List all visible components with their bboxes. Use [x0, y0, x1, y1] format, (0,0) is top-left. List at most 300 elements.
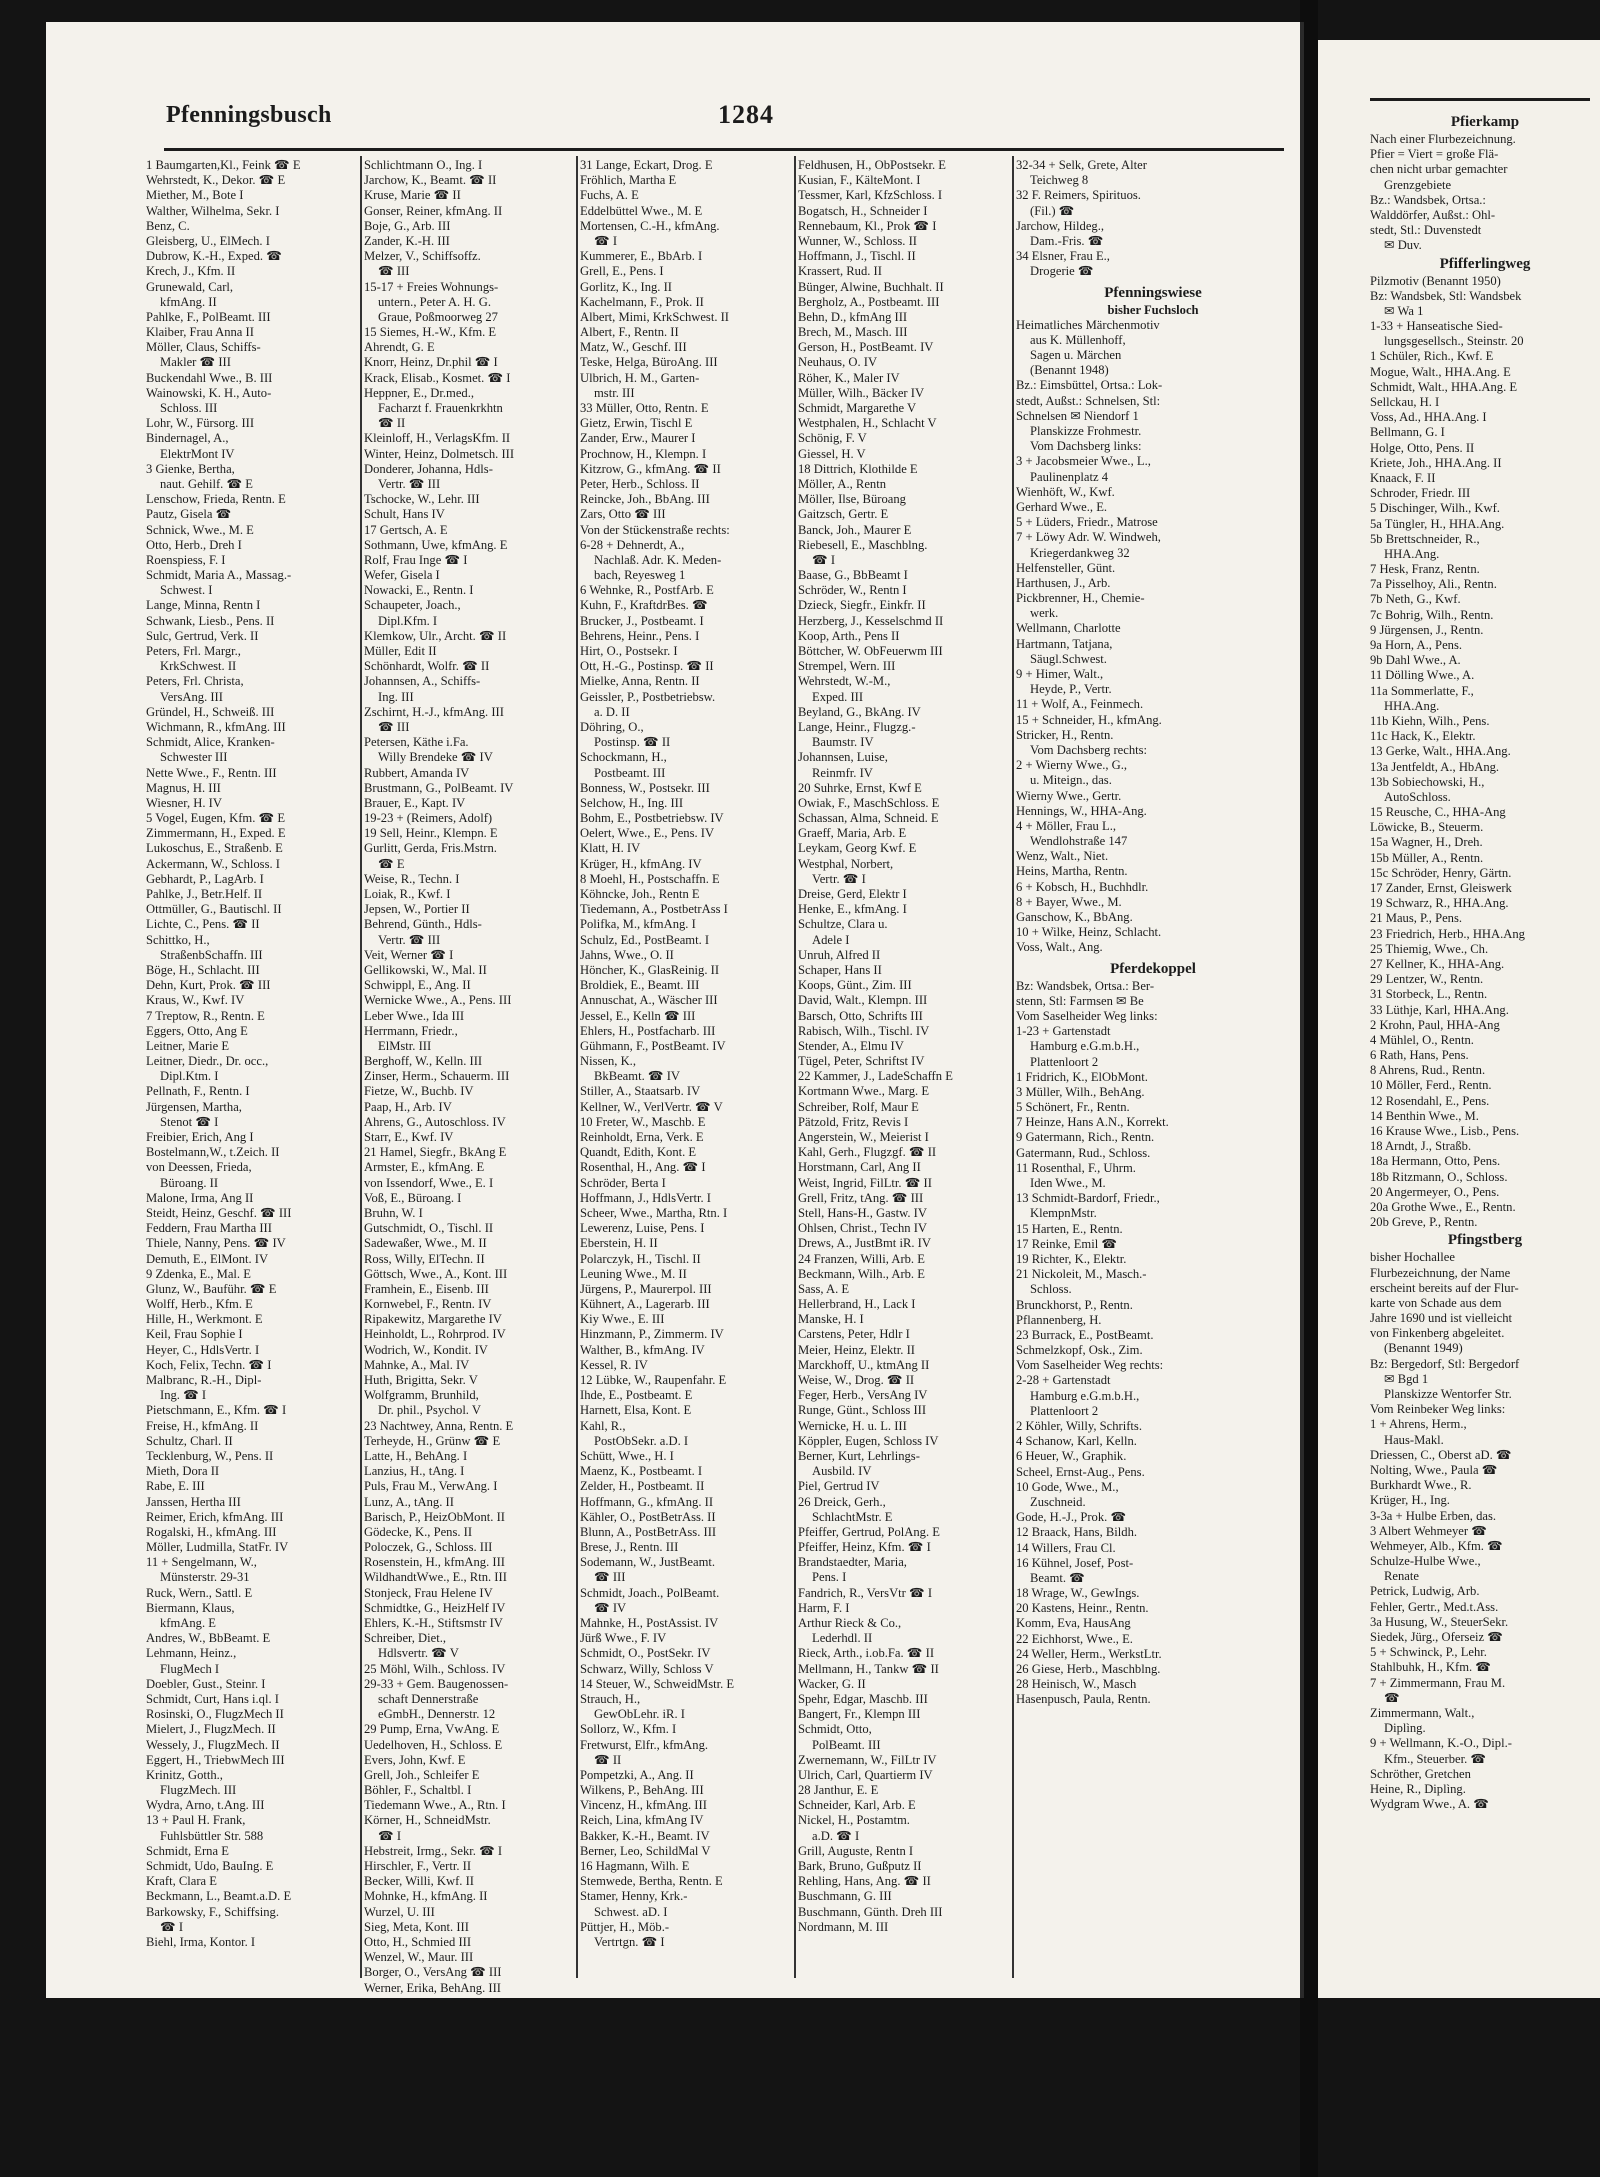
- directory-entry: Sieg, Meta, Kont. III: [364, 1919, 469, 1934]
- directory-entry: Pfeiffer, Heinz, Kfm. ☎ I: [798, 1540, 931, 1555]
- directory-entry: 19 Richter, K., Elektr.: [1016, 1251, 1127, 1266]
- entry-continuation: (Fil.) ☎: [1030, 203, 1075, 218]
- entry-continuation: Vertr. ☎ III: [378, 476, 441, 491]
- directory-entry: Beyland, G., BkAng. IV: [798, 704, 921, 719]
- directory-entry: Schultze, Clara u.: [798, 917, 888, 932]
- directory-entry: 17 Zander, Ernst, Gleiswerk: [1370, 881, 1512, 895]
- directory-entry: 15 Harten, E., Rentn.: [1016, 1221, 1123, 1236]
- entry-continuation: BkBeamt. ☎ IV: [594, 1069, 680, 1084]
- directory-entry: Tügel, Peter, Schriftst IV: [798, 1054, 925, 1069]
- directory-entry: Heppner, E., Dr.med.,: [364, 385, 475, 400]
- directory-entry: Hoffmann, G., kfmAng. II: [580, 1494, 714, 1509]
- directory-entry: Schmidt, Alice, Kranken-: [146, 735, 275, 750]
- entry-continuation: naut. Gehilf. ☎ E: [160, 476, 253, 491]
- directory-entry: Eggert, H., TriebwMech III: [146, 1752, 285, 1767]
- directory-entry: Bz: Bergedorf, Stl: Bergedorf: [1370, 1356, 1520, 1371]
- directory-entry: Schneider, Karl, Arb. E: [798, 1798, 916, 1813]
- directory-entry: Henke, E., kfmAng. I: [798, 902, 907, 917]
- directory-entry: Rosinski, O., FlugzMech II: [146, 1707, 284, 1722]
- directory-entry: 5 Vogel, Eugen, Kfm. ☎ E: [146, 811, 286, 826]
- directory-entry: Hoffmann, J., Tischl. II: [798, 249, 916, 264]
- directory-entry: 16 Krause Wwe., Lisb., Pens.: [1370, 1124, 1520, 1138]
- entry-continuation: Sagen u. Märchen: [1030, 348, 1122, 363]
- directory-entry: Berner, Kurt, Lehrlings-: [798, 1448, 920, 1463]
- directory-entry: Hebstreit, Irmg., Sekr. ☎ I: [364, 1843, 503, 1858]
- directory-entry: Gonser, Reiner, kfmAng. II: [364, 203, 503, 218]
- directory-entry: Gietz, Erwin, Tischl E: [580, 416, 693, 431]
- entry-continuation: VersAng. III: [160, 689, 223, 704]
- directory-entry: Brese, J., Rentn. III: [580, 1540, 679, 1555]
- directory-entry: Otto, H., Schmied III: [364, 1934, 472, 1949]
- directory-entry: Leitner, Marie E: [146, 1038, 230, 1053]
- directory-entry: 23 Friedrich, Herb., HHA.Ang: [1370, 926, 1525, 941]
- directory-entry: Brauer, E., Kapt. IV: [364, 795, 466, 810]
- directory-entry: Stemwede, Bertha, Rentn. E: [580, 1874, 723, 1889]
- directory-entry: 20b Greve, P., Rentn.: [1370, 1215, 1478, 1230]
- directory-entry: Kellner, W., VerlVertr. ☎ V: [580, 1099, 723, 1114]
- directory-entry: Kessel, R. IV: [580, 1357, 648, 1372]
- directory-entry: Kuhn, F., KraftdrBes. ☎: [580, 598, 708, 613]
- entry-continuation: Paulinenplatz 4: [1030, 469, 1108, 484]
- directory-entry: 20a Grothe Wwe., E., Rentn.: [1370, 1199, 1516, 1214]
- directory-entry: Holge, Otto, Pens. II: [1370, 440, 1475, 455]
- directory-entry: Glunz, W., Bauführ. ☎ E: [146, 1281, 277, 1296]
- directory-entry: Fandrich, R., VersVtr ☎ I: [798, 1585, 933, 1600]
- directory-entry: Von der Stückenstraße rechts:: [580, 522, 730, 537]
- directory-entry: Gerson, H., PostBeamt. IV: [798, 340, 934, 355]
- directory-entry: Stamer, Henny, Krk.-: [580, 1889, 688, 1904]
- directory-entry: Koch, Felix, Techn. ☎ I: [146, 1357, 272, 1372]
- directory-entry: Gerhard Wwe., E.: [1016, 499, 1108, 514]
- directory-entry: Scheer, Wwe., Martha, Rtn. I: [580, 1205, 728, 1220]
- directory-entry: Peters, Frl. Margr.,: [146, 644, 241, 658]
- directory-entry: 26 Dreick, Gerh.,: [798, 1494, 886, 1509]
- directory-entry: Starr, E., Kwf. IV: [364, 1130, 454, 1144]
- entry-continuation: Vom Dachsberg links:: [1030, 439, 1142, 454]
- directory-entry: Pflannenberg, H.: [1016, 1312, 1102, 1327]
- directory-entry: Biehl, Irma, Kontor. I: [146, 1934, 256, 1949]
- directory-entry: Owiak, F., MaschSchloss. E: [798, 795, 940, 810]
- directory-entry: 18a Hermann, Otto, Pens.: [1370, 1154, 1501, 1169]
- directory-entry: Loiak, R., Kwf. I: [364, 887, 451, 901]
- directory-entry: Krüger, H., kfmAng. IV: [580, 856, 702, 871]
- directory-entry: Gatermann, Rud., Schloss.: [1016, 1145, 1151, 1160]
- directory-entry: Schmidt, O., PostSekr. IV: [580, 1646, 711, 1661]
- directory-entry: Jürgensen, Martha,: [146, 1099, 242, 1114]
- directory-entry: Schnick, Wwe., M. E: [146, 522, 254, 537]
- directory-entry: Schönig, F. V: [798, 431, 867, 446]
- entry-continuation: bach, Reyesweg 1: [594, 568, 686, 583]
- directory-entry: 9b Dahl Wwe., A.: [1370, 653, 1461, 668]
- entry-continuation: Zuschneid.: [1030, 1494, 1086, 1509]
- directory-entry: Freibier, Erich, Ang I: [146, 1130, 254, 1144]
- directory-entry: Nickel, H., Postamtm.: [798, 1813, 910, 1828]
- directory-entry: 8 Moehl, H., Postschaffn. E: [580, 871, 720, 886]
- directory-entry: Nach einer Flurbezeichnung.: [1370, 132, 1516, 146]
- directory-entry: 19 Schwarz, R., HHA.Ang.: [1370, 896, 1509, 911]
- directory-entry: Schmidt, Otto,: [798, 1722, 872, 1737]
- directory-entry: Mortensen, C.-H., kfmAng.: [580, 218, 720, 233]
- directory-entry: Kähler, O., PostBetrAss. II: [580, 1509, 716, 1524]
- entry-continuation: Lederhdl. II: [812, 1631, 873, 1646]
- directory-entry: Beckmann, Wilh., Arb. E: [798, 1266, 925, 1281]
- directory-entry: Müller, Edit II: [364, 644, 437, 658]
- directory-entry: Ulrich, Carl, Quartierm IV: [798, 1767, 933, 1782]
- directory-entry: Strempel, Wern. III: [798, 659, 896, 674]
- entry-continuation: Ing. ☎ I: [160, 1388, 207, 1403]
- street-former-name: bisher Fuchsloch: [1107, 302, 1199, 317]
- entry-continuation: Hamburg e.G.m.b.H.,: [1030, 1388, 1140, 1403]
- directory-entry: Peters, Frl. Christa,: [146, 674, 244, 689]
- header-rule: [164, 148, 1284, 151]
- entry-continuation: Drogerie ☎: [1030, 264, 1094, 279]
- directory-entry: Stricker, H., Rentn.: [1016, 727, 1114, 742]
- directory-entry: Petrick, Ludwig, Arb.: [1370, 1584, 1480, 1599]
- directory-entry: 3-3a + Hulbe Erben, das.: [1370, 1508, 1497, 1523]
- entry-continuation: Kriegerdankweg 32: [1030, 545, 1130, 560]
- entry-continuation: ☎ III: [378, 264, 410, 279]
- entry-continuation: Planskizze Wentorfer Str.: [1384, 1387, 1512, 1401]
- entry-continuation: KrkSchwest. II: [160, 659, 237, 674]
- directory-entry: Schmidt, Walt., HHA.Ang. E: [1370, 379, 1518, 394]
- directory-entry: Hasenpusch, Paula, Rentn.: [1016, 1692, 1151, 1707]
- directory-entry: Ahrens, G., Autoschloss. IV: [364, 1114, 506, 1129]
- directory-entry: Nissen, K.,: [580, 1054, 636, 1069]
- entry-continuation: Adele I: [812, 932, 850, 947]
- running-head-title: Pfenningsbusch: [166, 102, 332, 128]
- entry-continuation: ☎: [1384, 1690, 1400, 1705]
- entry-continuation: a.D. ☎ I: [812, 1828, 860, 1843]
- directory-entry: Johannsen, Luise,: [798, 750, 888, 765]
- directory-entry: 6-28 + Dehnerdt, A.,: [580, 537, 685, 552]
- directory-entry: Wichmann, R., kfmAng. III: [146, 719, 286, 734]
- directory-entry: Pickbrenner, H., Chemie-: [1016, 591, 1145, 606]
- directory-entry: 11 Rosenthal, F., Uhrm.: [1016, 1160, 1136, 1175]
- entry-continuation: Plattenloort 2: [1030, 1054, 1099, 1069]
- directory-entry: Ruck, Wern., Sattl. E: [146, 1585, 253, 1600]
- directory-entry: Wiesner, H. IV: [146, 795, 222, 810]
- directory-entry: 15b Müller, A., Rentn.: [1370, 850, 1484, 865]
- directory-entry: von Deessen, Frieda,: [146, 1160, 252, 1175]
- directory-entry: Wernicke, H. u. L. III: [798, 1418, 907, 1433]
- directory-entry: Koops, Günt., Zim. III: [798, 978, 912, 993]
- directory-entry: Hennings, W., HHA-Ang.: [1016, 803, 1147, 818]
- directory-entry: Banck, Joh., Maurer E: [798, 522, 912, 537]
- directory-entry: Manske, H. I: [798, 1312, 864, 1327]
- directory-entry: Wainowski, K. H., Auto-: [146, 385, 272, 400]
- directory-entry: Gleisberg, U., ElMech. I: [146, 233, 270, 248]
- directory-entry: Werner, Erika, BehAng. III: [364, 1980, 501, 1995]
- directory-entry: Rabisch, Wilh., Tischl. IV: [798, 1023, 930, 1038]
- directory-entry: Mahnke, H., PostAssist. IV: [580, 1616, 719, 1630]
- directory-entry: Horstmann, Carl, Ang II: [798, 1160, 921, 1175]
- directory-entry: 1 Baumgarten,Kl., Feink ☎ E: [146, 158, 301, 172]
- directory-entry: Mielert, J., FlugzMech. II: [146, 1722, 276, 1737]
- directory-entry: Schwank, Liesb., Pens. II: [146, 613, 275, 628]
- directory-entry: 6 Heuer, W., Graphik.: [1016, 1449, 1127, 1464]
- directory-entry: Graeff, Maria, Arb. E: [798, 826, 907, 841]
- entry-continuation: ElektrMont IV: [160, 446, 235, 461]
- directory-entry: 3a Husung, W., SteuerSekr.: [1370, 1614, 1509, 1629]
- directory-entry: Walther, B., kfmAng. IV: [580, 1342, 705, 1357]
- directory-entry: Weist, Ingrid, FilLtr. ☎ II: [798, 1175, 932, 1190]
- directory-entry: Schmidt, Maria A., Massag.-: [146, 568, 292, 583]
- directory-entry: 10 Gode, Wwe., M.,: [1016, 1479, 1119, 1494]
- directory-entry: 19-23 + (Reimers, Adolf): [364, 811, 493, 826]
- directory-entry: Stonjeck, Frau Helene IV: [364, 1585, 493, 1600]
- directory-entry: 7 Heinze, Hans A.N., Korrekt.: [1016, 1115, 1169, 1130]
- directory-entry: Schmidtke, G., HeizHelf IV: [364, 1600, 506, 1615]
- directory-entry: Gebhardt, P., LagArb. I: [146, 871, 264, 886]
- directory-entry: Bellmann, G. I: [1370, 425, 1445, 440]
- entry-continuation: eGmbH., Dennerstr. 12: [378, 1707, 496, 1722]
- directory-entry: 24 Weller, Herm., WerkstLtr.: [1016, 1646, 1162, 1661]
- entry-continuation: kfmAng. E: [160, 1616, 216, 1630]
- entry-continuation: (Benannt 1949): [1384, 1341, 1463, 1356]
- directory-entry: 13 + Paul H. Frank,: [146, 1813, 246, 1828]
- directory-entry: Hille, H., Werkmont. E: [146, 1312, 263, 1327]
- directory-entry: Schaper, Hans II: [798, 962, 882, 977]
- directory-column-2: [364, 158, 574, 1996]
- directory-entry: Wunner, W., Schloss. II: [798, 233, 917, 248]
- directory-entry: Gründel, H., Schweiß. III: [146, 704, 275, 719]
- directory-entry: Ohlsen, Christ., Techn IV: [798, 1221, 928, 1236]
- directory-entry: Kummerer, E., BbArb. I: [580, 249, 703, 264]
- entry-continuation: Dipl.Ktm. I: [160, 1069, 219, 1084]
- directory-entry: Scheel, Ernst-Aug., Pens.: [1016, 1464, 1145, 1479]
- directory-entry: Kiy Wwe., E. III: [580, 1312, 665, 1327]
- entry-continuation: Fuhlsbüttler Str. 588: [160, 1828, 264, 1843]
- directory-entry: Bakker, K.-H., Beamt. IV: [580, 1828, 710, 1843]
- directory-entry: Wernicke Wwe., A., Pens. III: [364, 993, 512, 1008]
- directory-entry: 15-17 + Freies Wohnungs-: [364, 279, 499, 294]
- directory-entry: Kornwebel, F., Rentn. IV: [364, 1297, 492, 1312]
- directory-column-3: [580, 158, 792, 1950]
- directory-entry: Schröther, Gretchen: [1370, 1766, 1471, 1781]
- directory-entry: Jarchow, Hildeg.,: [1016, 218, 1105, 233]
- directory-entry: 14 Steuer, W., SchweidMstr. E: [580, 1676, 735, 1691]
- directory-entry: 11 + Sengelmann, W.,: [146, 1555, 257, 1570]
- directory-entry: Bangert, Fr., Klempn III: [798, 1707, 921, 1722]
- directory-entry: 29-33 + Gem. Baugenossen-: [364, 1676, 509, 1691]
- directory-entry: 6 + Kobsch, H., Buchhdlr.: [1016, 879, 1149, 894]
- entry-continuation: Grenzgebiete: [1384, 177, 1452, 192]
- directory-entry: Nolting, Wwe., Paula ☎: [1370, 1462, 1498, 1477]
- directory-entry: Heins, Martha, Rentn.: [1016, 864, 1128, 879]
- directory-entry: Hellerbrand, H., Lack I: [798, 1297, 916, 1312]
- entry-continuation: Vertr. ☎ III: [378, 932, 441, 947]
- directory-entry: 9 + Himer, Walt.,: [1016, 667, 1104, 681]
- directory-entry: Kitzrow, G., kfmAng. ☎ II: [580, 461, 721, 476]
- directory-entry: Poloczek, G., Schloss. III: [364, 1540, 493, 1555]
- directory-entry: 20 Kastens, Heinr., Rentn.: [1016, 1601, 1149, 1616]
- directory-entry: Berner, Leo, SchildMal V: [580, 1843, 711, 1858]
- directory-entry: Helfensteller, Günt.: [1016, 560, 1116, 575]
- directory-entry: 14 Willers, Frau Cl.: [1016, 1540, 1116, 1555]
- directory-entry: Kusian, F., KälteMont. I: [798, 173, 921, 188]
- directory-entry: Mielke, Anna, Rentn. II: [580, 674, 700, 689]
- directory-entry: Rennebaum, Kl., Prok ☎ I: [798, 218, 937, 233]
- directory-entry: Böhler, F., Schaltbl. I: [364, 1783, 472, 1798]
- directory-entry: Tecklenburg, W., Pens. II: [146, 1448, 274, 1463]
- directory-entry: Selchow, H., Ing. III: [580, 795, 684, 810]
- directory-entry: Kriete, Joh., HHA.Ang. II: [1370, 455, 1502, 470]
- column-divider: [794, 156, 796, 1978]
- entry-continuation: Vertr. ☎ I: [812, 871, 866, 886]
- directory-entry: 7a Pisselhoy, Ali., Rentn.: [1370, 577, 1497, 592]
- directory-entry: 9 + Wellmann, K.-O., Dipl.-: [1370, 1736, 1512, 1751]
- directory-entry: Schaupeter, Joach.,: [364, 598, 461, 613]
- directory-entry: Lukoschus, E., Straßenb. E: [146, 841, 283, 856]
- directory-entry: 33 Lüthje, Karl, HHA.Ang.: [1370, 1002, 1509, 1017]
- directory-entry: karte von Schade aus dem: [1370, 1295, 1502, 1310]
- directory-entry: Bz.: Wandsbek, Ortsa.:: [1370, 192, 1486, 207]
- directory-entry: Klaiber, Frau Anna II: [146, 325, 254, 340]
- entry-continuation: Haus-Makl.: [1384, 1432, 1444, 1447]
- directory-entry: Voss, Walt., Ang.: [1016, 940, 1103, 955]
- directory-entry: 13 Schmidt-Bardorf, Friedr.,: [1016, 1191, 1160, 1206]
- directory-entry: Schreiber, Diet.,: [364, 1631, 447, 1646]
- directory-entry: 21 Nickoleit, M., Masch.-: [1016, 1267, 1147, 1282]
- directory-entry: Wenzel, W., Maur. III: [364, 1950, 474, 1965]
- directory-entry: Wehrstedt, W.-M.,: [798, 674, 891, 689]
- directory-entry: Hartmann, Tatjana,: [1016, 636, 1113, 651]
- entry-continuation: ☎ II: [378, 416, 406, 431]
- directory-entry: Schmelzkopf, Osk., Zim.: [1016, 1343, 1143, 1358]
- entry-continuation: FlugzMech. III: [160, 1783, 237, 1798]
- directory-entry: Unruh, Alfred II: [798, 947, 881, 962]
- entry-continuation: ✉ Bgd 1: [1384, 1371, 1429, 1386]
- directory-entry: Ross, Willy, ElTechn. II: [364, 1251, 485, 1266]
- directory-entry: Oelert, Wwe., E., Pens. IV: [580, 826, 715, 841]
- directory-entry: Schnelsen ✉ Niendorf 1: [1016, 408, 1139, 423]
- directory-entry: Möller, Ilse, Büroang: [798, 492, 906, 507]
- directory-entry: Lewerenz, Luise, Pens. I: [580, 1221, 705, 1236]
- directory-entry: Knorr, Heinz, Dr.phil ☎ I: [364, 355, 498, 370]
- directory-entry: Wienhöft, W., Kwf.: [1016, 484, 1115, 499]
- directory-entry: Jarchow, K., Beamt. ☎ II: [364, 173, 497, 188]
- directory-entry: Reich, Lina, kfmAng IV: [580, 1813, 704, 1828]
- directory-column-4: [798, 158, 1010, 1935]
- street-heading: Pfierkamp: [1450, 114, 1520, 130]
- directory-entry: Koop, Arth., Pens II: [798, 628, 900, 643]
- directory-entry: Dehn, Kurt, Prok. ☎ III: [146, 978, 271, 993]
- directory-entry: 11 + Wolf, A., Feinmech.: [1016, 697, 1144, 712]
- directory-entry: Wenz, Walt., Niet.: [1016, 849, 1109, 864]
- directory-entry: Lenschow, Frieda, Rentn. E: [146, 492, 286, 507]
- directory-entry: Polifka, M., kfmAng. I: [580, 917, 696, 932]
- directory-entry: Zander, K.-H. III: [364, 233, 450, 248]
- directory-entry: Schultz, Charl. II: [146, 1433, 233, 1448]
- directory-entry: Brucker, J., Postbeamt. I: [580, 613, 704, 628]
- directory-entry: Lichte, C., Pens. ☎ II: [146, 917, 260, 932]
- entry-continuation: mstr. III: [594, 385, 635, 400]
- directory-entry: Malbranc, R.-H., Dipl-: [146, 1373, 262, 1387]
- directory-entry: Blunn, A., PostBetrAss. III: [580, 1524, 717, 1539]
- directory-entry: Jürgens, P., Maurerpol. III: [580, 1281, 712, 1296]
- directory-entry: Voss, Ad., HHA.Ang. I: [1370, 410, 1487, 425]
- directory-entry: Runge, Günt., Schloss III: [798, 1403, 927, 1418]
- directory-entry: Klatt, H. IV: [580, 841, 641, 856]
- directory-entry: Pätzold, Fritz, Revis I: [798, 1114, 909, 1129]
- directory-entry: Bz: Wandsbek, Ortsa.: Ber-: [1016, 978, 1155, 993]
- directory-entry: Otto, Herb., Dreh I: [146, 537, 242, 552]
- entry-continuation: Schloss. III: [160, 401, 218, 415]
- directory-entry: Winter, Heinz, Dolmetsch. III: [364, 446, 515, 461]
- entry-continuation: schaft Dennerstraße: [378, 1691, 479, 1706]
- directory-entry: 2 + Wierny Wwe., G.,: [1016, 758, 1128, 773]
- directory-entry: 18 Arndt, J., Straßb.: [1370, 1139, 1472, 1154]
- directory-entry: Terheyde, H., Grünw ☎ E: [364, 1433, 501, 1448]
- directory-entry: Nowacki, E., Rentn. I: [364, 583, 474, 598]
- directory-entry: Gühmann, F., PostBeamt. IV: [580, 1038, 726, 1053]
- directory-entry: 27 Kellner, K., HHA-Ang.: [1370, 956, 1505, 971]
- directory-entry: Donderer, Johanna, Hdls-: [364, 461, 493, 476]
- entry-continuation: Beamt. ☎: [1030, 1570, 1085, 1585]
- directory-entry: Tschocke, W., Lehr. III: [364, 492, 480, 507]
- directory-entry: Melzer, V., Schiffsoffz.: [364, 249, 481, 264]
- directory-entry: 2-28 + Gartenstadt: [1016, 1373, 1111, 1388]
- directory-entry: 8 Ahrens, Rud., Rentn.: [1370, 1063, 1486, 1078]
- directory-entry: 3 + Jacobsmeier Wwe., L.,: [1016, 454, 1151, 469]
- directory-entry: Vom Saselheider Weg rechts:: [1016, 1358, 1164, 1373]
- directory-entry: 29 Pump, Erna, VwAng. E: [364, 1722, 500, 1737]
- directory-entry: Heinholdt, L., Rohrprod. IV: [364, 1327, 506, 1342]
- directory-entry: Pellnath, F., Rentn. I: [146, 1084, 250, 1099]
- directory-entry: Rubbert, Amanda IV: [364, 765, 470, 780]
- directory-entry: Krech, J., Kfm. II: [146, 264, 236, 279]
- directory-entry: 15a Wagner, H., Dreh.: [1370, 835, 1483, 850]
- directory-entry: 10 + Wilke, Heinz, Schlacht.: [1016, 925, 1162, 940]
- directory-entry: Grill, Auguste, Rentn I: [798, 1843, 914, 1858]
- directory-entry: 29 Lentzer, W., Rentn.: [1370, 972, 1484, 987]
- directory-entry: 25 Thiemig, Wwe., Ch.: [1370, 941, 1489, 956]
- directory-entry: 3 Gienke, Bertha,: [146, 461, 235, 476]
- directory-entry: Zander, Erw., Maurer I: [580, 431, 696, 446]
- directory-entry: Jepsen, W., Portier II: [364, 902, 470, 917]
- directory-entry: Nordmann, M. III: [798, 1919, 889, 1934]
- directory-entry: Rolf, Frau Inge ☎ I: [364, 552, 468, 567]
- directory-entry: erscheint bereits auf der Flur-: [1370, 1280, 1519, 1295]
- directory-entry: von Finkenberg abgeleitet.: [1370, 1326, 1505, 1341]
- directory-entry: Teske, Helga, BüroAng. III: [580, 355, 718, 370]
- directory-entry: Driessen, C., Oberst aD. ☎: [1370, 1447, 1512, 1462]
- directory-entry: 12 Braack, Hans, Bildh.: [1016, 1525, 1138, 1540]
- directory-entry: Ripakewitz, Margarethe IV: [364, 1312, 502, 1327]
- directory-entry: Göttsch, Wwe., A., Kont. III: [364, 1266, 508, 1281]
- directory-entry: David, Walt., Klempn. III: [798, 993, 928, 1008]
- directory-entry: 7 + Löwy Adr. W. Windweh,: [1016, 530, 1161, 545]
- directory-entry: 5 + Schwinck, P., Lehr.: [1370, 1645, 1487, 1660]
- entry-continuation: Vertrtgn. ☎ I: [594, 1934, 665, 1949]
- entry-continuation: HHA.Ang.: [1384, 546, 1440, 561]
- directory-entry: stedt, Stl.: Duvenstedt: [1370, 223, 1482, 238]
- entry-continuation: ☎ I: [160, 1919, 184, 1934]
- directory-entry: Dubrow, K.-H., Exped. ☎: [146, 249, 282, 264]
- directory-entry: 11b Kiehn, Wilh., Pens.: [1370, 713, 1490, 728]
- entry-continuation: Schwester III: [160, 750, 228, 765]
- directory-entry: Voß, E., Büroang. I: [364, 1190, 462, 1205]
- directory-entry: Harthusen, J., Arb.: [1016, 575, 1111, 590]
- directory-entry: Kahl, Gerh., Flugzgf. ☎ II: [798, 1145, 937, 1160]
- directory-entry: 5b Brettschneider, R.,: [1370, 531, 1480, 546]
- directory-entry: Wellmann, Charlotte: [1016, 621, 1121, 636]
- entry-continuation: lungsgesellsch., Steinstr. 20: [1384, 334, 1524, 349]
- street-former-name: bisher Hochallee: [1370, 1250, 1455, 1265]
- directory-entry: Knaack, F. II: [1370, 470, 1436, 485]
- entry-continuation: Willy Brendeke ☎ IV: [378, 750, 493, 765]
- directory-entry: 24 Franzen, Willi, Arb. E: [798, 1251, 925, 1266]
